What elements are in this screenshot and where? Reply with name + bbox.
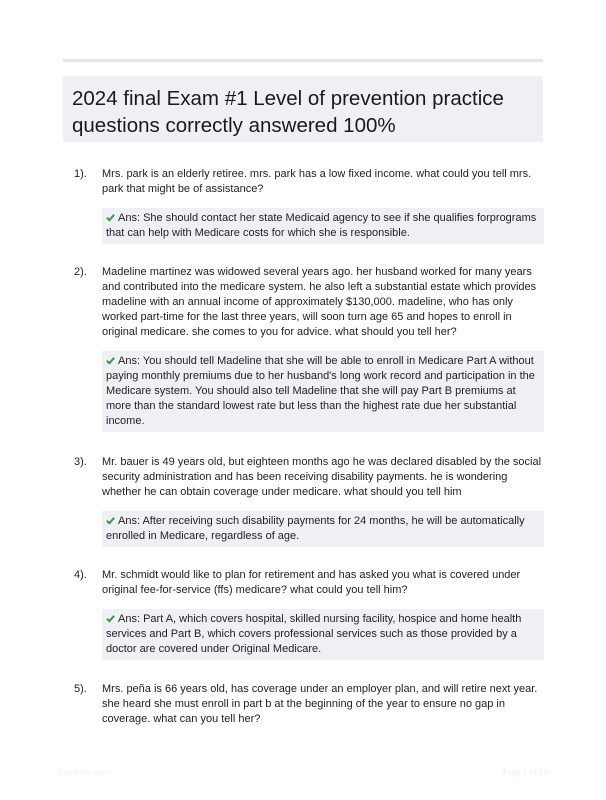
footer-watermark: Papertitic.com xyxy=(58,768,109,777)
answer-box xyxy=(102,351,544,432)
answer-prefix: Ans: xyxy=(118,613,141,625)
question-item-5 xyxy=(74,682,544,727)
question-text: Mr. bauer is 49 years old, but eighteen months ago he was declared disabled by the social security administration and has been receiving disability payments. he is wondering whether he can obtain coverage under medicare. what should you tell him xyxy=(102,456,542,498)
check-icon xyxy=(106,516,115,525)
check-icon xyxy=(106,614,115,623)
question-number: 5). xyxy=(74,683,87,695)
question-text: Mr. schmidt would like to plan for retirement and has asked you what is covered under original fee-for-service (ffs) medicare? what could you tell him? xyxy=(102,569,521,596)
question-text: Mrs. peña is 66 years old, has coverage under an employer plan, and will retire next year. she heard she must enroll in part b at the beginning of the year to ensure no gap in coverage. what can you tell her? xyxy=(102,683,538,725)
question-item-4 xyxy=(74,568,544,660)
page-number: Page 1 of 10 xyxy=(502,767,548,777)
answer-text: Part A, which covers hospital, skilled nursing facility, hospice and home health services and Part B, which covers professional services such as those provided by a doctor are covered under Original Medicare. xyxy=(106,613,522,655)
answer-text: She should contact her state Medicaid agency to see if she qualifies forprograms that can help with Medicare costs for which she is responsible. xyxy=(106,212,537,239)
answer-prefix: Ans: xyxy=(118,212,141,224)
check-icon xyxy=(106,356,115,365)
answer-prefix: Ans: xyxy=(118,515,141,527)
question-text: Madeline martinez was widowed several years ago. her husband worked for many years and contributed into the medicare system. he also left a substantial estate which provides madeline with an annual income of approximately $130,000. madeline, who has only worked part-time for the last three years, will soon turn age 65 and hopes to enroll in original medicare. she comes to you for advice. what should you tell her? xyxy=(102,266,537,338)
answer-text: You should tell Madeline that she will be able to enroll in Medicare Part A without paying monthly premiums due to her husband's long work record and participation in the Medicare system. You should also tell Madeline that she will pay Part B premiums at more than the standard lowest rate but less than the highest rate due her substantial income. xyxy=(106,355,535,427)
question-number: 3). xyxy=(74,456,87,468)
answer-box xyxy=(102,511,544,547)
answer-text: After receiving such disability payments for 24 months, he will be automatically enrolled in Medicare, regardless of age. xyxy=(106,515,525,542)
page-title: 2024 final Exam #1 Level of prevention practice questions correctly answered 100% xyxy=(72,87,504,137)
question-item-1 xyxy=(74,167,544,244)
question-item-3 xyxy=(74,455,544,547)
answer-prefix: Ans: xyxy=(118,355,141,367)
title-banner xyxy=(63,76,543,142)
top-divider xyxy=(63,59,543,62)
question-number: 4). xyxy=(74,569,87,581)
question-number: 2). xyxy=(74,266,87,278)
question-item-2 xyxy=(74,265,544,432)
question-text: Mrs. park is an elderly retiree. mrs. park has a low fixed income. what could you tell mrs. park that might be of assistance? xyxy=(102,168,532,195)
answer-box xyxy=(102,609,544,660)
question-number: 1). xyxy=(74,168,87,180)
answer-box xyxy=(102,208,544,244)
check-icon xyxy=(106,213,115,222)
